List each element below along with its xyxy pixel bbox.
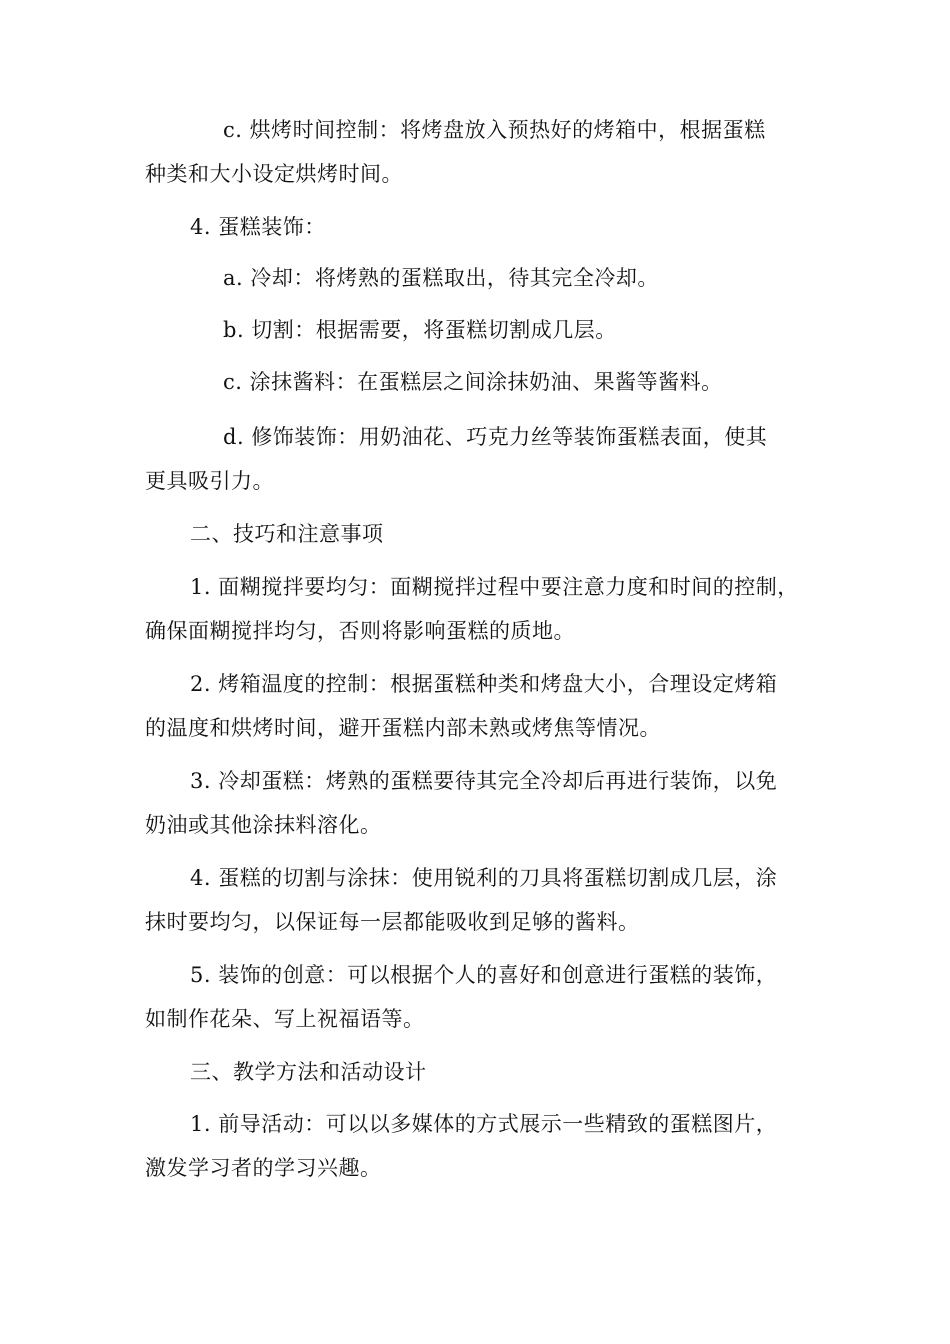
text-line: 1. 前导活动：可以以多媒体的方式展示一些精致的蛋糕图片， — [190, 1112, 778, 1136]
text-line: 3. 冷却蛋糕：烤熟的蛋糕要待其完全冷却后再进行装饰，以免 — [190, 769, 778, 793]
text-line: 的温度和烘烤时间，避开蛋糕内部未熟或烤焦等情况。 — [145, 716, 661, 740]
text-line: 4. 蛋糕装饰： — [190, 215, 326, 239]
text-line: c. 涂抹酱料：在蛋糕层之间涂抹奶油、果酱等酱料。 — [223, 370, 723, 394]
paragraph-tip-2 — [145, 662, 805, 750]
text-line: 1. 面糊搅拌要均匀：面糊搅拌过程中要注意力度和时间的控制， — [190, 575, 799, 599]
text-line: d. 修饰装饰：用奶油花、巧克力丝等装饰蛋糕表面，使其 — [223, 425, 768, 449]
text-line: 二、技巧和注意事项 — [190, 522, 384, 546]
paragraph-activity-1 — [145, 1102, 805, 1190]
text-line: 2. 烤箱温度的控制：根据蛋糕种类和烤盘大小，合理设定烤箱 — [190, 672, 778, 696]
paragraph-tip-3 — [145, 759, 805, 847]
text-line: c. 烘烤时间控制：将烤盘放入预热好的烤箱中，根据蛋糕 — [223, 118, 766, 142]
paragraph-tip-5 — [145, 953, 805, 1041]
section-heading-teaching-methods — [145, 1050, 805, 1094]
text-line: 抹时要均匀，以保证每一层都能吸收到足够的酱料。 — [145, 910, 640, 934]
paragraph-cutting — [145, 308, 805, 352]
text-line: 更具吸引力。 — [145, 469, 274, 493]
text-line: b. 切割：根据需要，将蛋糕切割成几层。 — [223, 318, 617, 342]
text-line: 确保面糊搅拌均匀，否则将影响蛋糕的质地。 — [145, 619, 575, 643]
text-line: 激发学习者的学习兴趣。 — [145, 1156, 382, 1180]
text-line: 如制作花朵、写上祝福语等。 — [145, 1007, 425, 1031]
paragraph-tip-1 — [145, 565, 805, 653]
heading-cake-decoration — [145, 205, 805, 249]
text-line: 5. 装饰的创意：可以根据个人的喜好和创意进行蛋糕的装饰， — [190, 963, 778, 987]
paragraph-tip-4 — [145, 856, 805, 944]
paragraph-spreading — [145, 360, 805, 404]
paragraph-baking-time — [145, 108, 805, 196]
text-line: 奶油或其他涂抹料溶化。 — [145, 813, 382, 837]
paragraph-decorating — [145, 415, 805, 503]
text-line: 4. 蛋糕的切割与涂抹：使用锐利的刀具将蛋糕切割成几层，涂 — [190, 866, 778, 890]
paragraph-cooling — [145, 256, 805, 300]
text-line: a. 冷却：将烤熟的蛋糕取出，待其完全冷却。 — [223, 266, 659, 290]
section-heading-tips — [145, 512, 805, 556]
text-line: 种类和大小设定烘烤时间。 — [145, 162, 403, 186]
text-line: 三、教学方法和活动设计 — [190, 1060, 427, 1084]
